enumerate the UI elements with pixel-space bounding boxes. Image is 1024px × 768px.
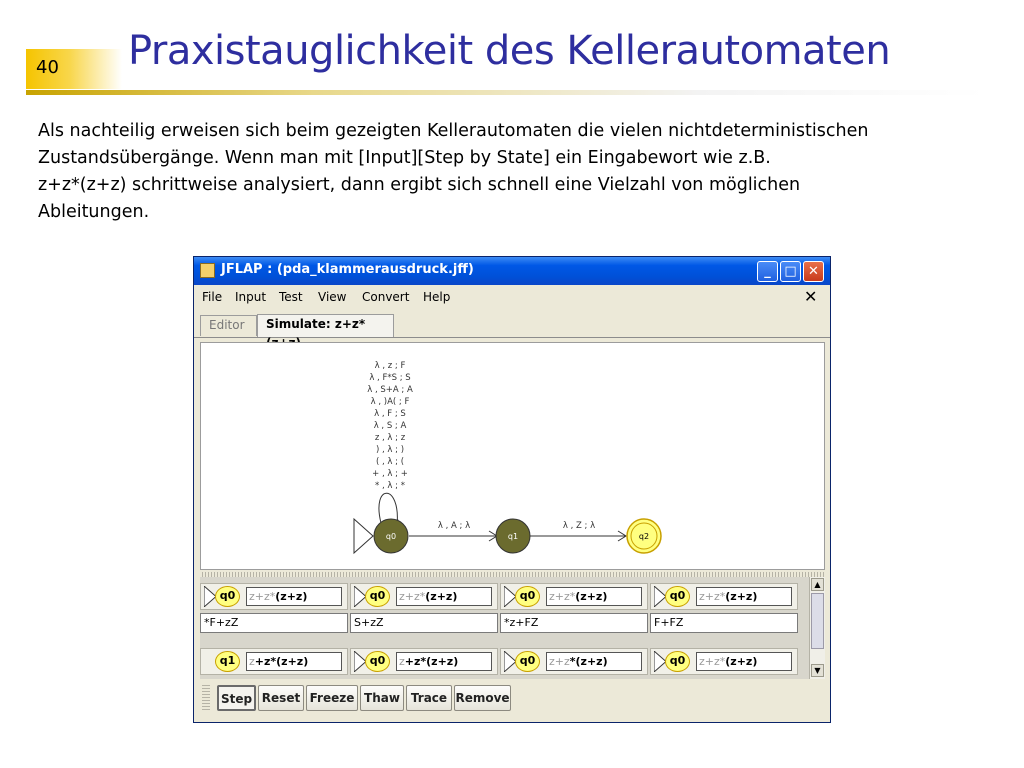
window-title: JFLAP : (pda_klammerausdruck.jff) (221, 262, 474, 277)
java-app-icon (200, 263, 215, 278)
simulator-toolbar (200, 681, 825, 714)
menu-convert[interactable]: Convert (362, 290, 410, 304)
configuration[interactable] (200, 583, 348, 610)
scroll-thumb[interactable] (811, 593, 824, 649)
configuration[interactable] (650, 648, 798, 675)
toolbar-grip[interactable] (202, 685, 210, 711)
title-underline (26, 90, 986, 95)
paragraph-line: z+z*(z+z) schrittweise analysiert, dann ergibt sich schnell eine Vielzahl von möglichen (38, 175, 801, 195)
scroll-down-icon[interactable]: ▼ (811, 664, 824, 677)
config-state: q0 (365, 651, 390, 672)
initial-state-marker (354, 519, 373, 553)
slide-number-badge (26, 49, 122, 89)
paragraph-line: Zustandsübergänge. Wenn man mit [Input][Step by State] ein Eingabewort wie z.B. (38, 148, 771, 168)
paragraph-line: Als nachteilig erweisen sich beim gezeigten Kellerautomaten die vielen nichtdeterministischen (38, 121, 869, 141)
reset-button[interactable]: Reset (258, 685, 304, 711)
state-label: q1 (507, 532, 519, 541)
configuration[interactable] (650, 583, 798, 610)
loop-label: λ , S ; A (373, 421, 407, 431)
tab-editor[interactable]: Editor (200, 315, 257, 336)
tab-strip (194, 315, 830, 338)
loop-label: λ , F ; S (374, 409, 406, 419)
config-stack: S+zZ (350, 613, 498, 633)
slide-number: 40 (36, 57, 59, 78)
config-input: z+z*(z+z) (246, 652, 342, 671)
configuration[interactable] (350, 648, 498, 675)
menu-help[interactable]: Help (423, 290, 451, 304)
loop-label: + , λ ; + (372, 469, 408, 479)
configurations-scrollbar[interactable] (809, 577, 825, 679)
edge-label: λ , A ; λ (437, 521, 471, 531)
config-stack: *F+zZ (200, 613, 348, 633)
config-state: q0 (365, 586, 390, 607)
config-stack: F+FZ (650, 613, 798, 633)
edge-label: λ , Z ; λ (562, 521, 596, 531)
jflap-window (193, 256, 831, 723)
close-button[interactable]: ✕ (803, 261, 824, 282)
remove-button[interactable]: Remove (454, 685, 511, 711)
config-input: z+z*(z+z) (246, 587, 342, 606)
config-input: z+z*(z+z) (546, 652, 642, 671)
automaton-canvas[interactable] (200, 342, 825, 570)
state-label: q2 (638, 532, 650, 541)
loop-label: λ , )A( ; F (370, 397, 410, 407)
state-label: q0 (385, 532, 397, 541)
loop-label: λ , F*S ; S (369, 373, 411, 383)
config-input: z+z*(z+z) (396, 587, 492, 606)
step-button[interactable]: Step (217, 685, 256, 711)
config-state: q0 (215, 586, 240, 607)
config-state: q0 (665, 586, 690, 607)
paragraph-line: Ableitungen. (38, 202, 150, 222)
config-input: z+z*(z+z) (696, 652, 792, 671)
configuration[interactable] (500, 648, 648, 675)
slide-title: Praxistauglichkeit des Kellerautomaten (128, 28, 891, 74)
config-state: q0 (515, 651, 540, 672)
menu-file[interactable]: File (202, 290, 223, 304)
menu-bar (194, 286, 830, 308)
config-input: z+z*(z+z) (696, 587, 792, 606)
menu-view[interactable]: View (318, 290, 347, 304)
scroll-up-icon[interactable]: ▲ (811, 578, 824, 591)
loop-label: * , λ ; * (375, 481, 405, 491)
freeze-button[interactable]: Freeze (306, 685, 358, 711)
config-state: q0 (515, 586, 540, 607)
close-tab-icon[interactable]: ✕ (804, 287, 818, 306)
configurations-panel (200, 577, 809, 679)
configuration[interactable] (350, 583, 498, 610)
thaw-button[interactable]: Thaw (360, 685, 404, 711)
loop-label: ) , λ ; ) (375, 445, 405, 455)
config-input: z+z*(z+z) (546, 587, 642, 606)
loop-label: λ , z ; F (374, 361, 406, 371)
tab-simulate[interactable]: Simulate: z+z* (257, 314, 394, 337)
config-state: q0 (665, 651, 690, 672)
config-stack: *z+FZ (500, 613, 648, 633)
loop-label: ( , λ ; ( (375, 457, 405, 467)
automaton-diagram (201, 343, 826, 571)
configuration[interactable] (500, 583, 648, 610)
config-input: z+z*(z+z) (396, 652, 492, 671)
maximize-button[interactable]: □ (780, 261, 801, 282)
window-titlebar[interactable] (194, 257, 830, 285)
trace-button[interactable]: Trace (406, 685, 452, 711)
configuration[interactable] (200, 648, 348, 675)
loop-label: λ , S+A ; A (367, 385, 413, 395)
config-state: q1 (215, 651, 240, 672)
menu-input[interactable]: Input (235, 290, 267, 304)
menu-test[interactable]: Test (279, 290, 303, 304)
loop-label: z , λ ; z (374, 433, 406, 443)
slide-paragraph (38, 118, 998, 226)
minimize-button[interactable]: _ (757, 261, 778, 282)
